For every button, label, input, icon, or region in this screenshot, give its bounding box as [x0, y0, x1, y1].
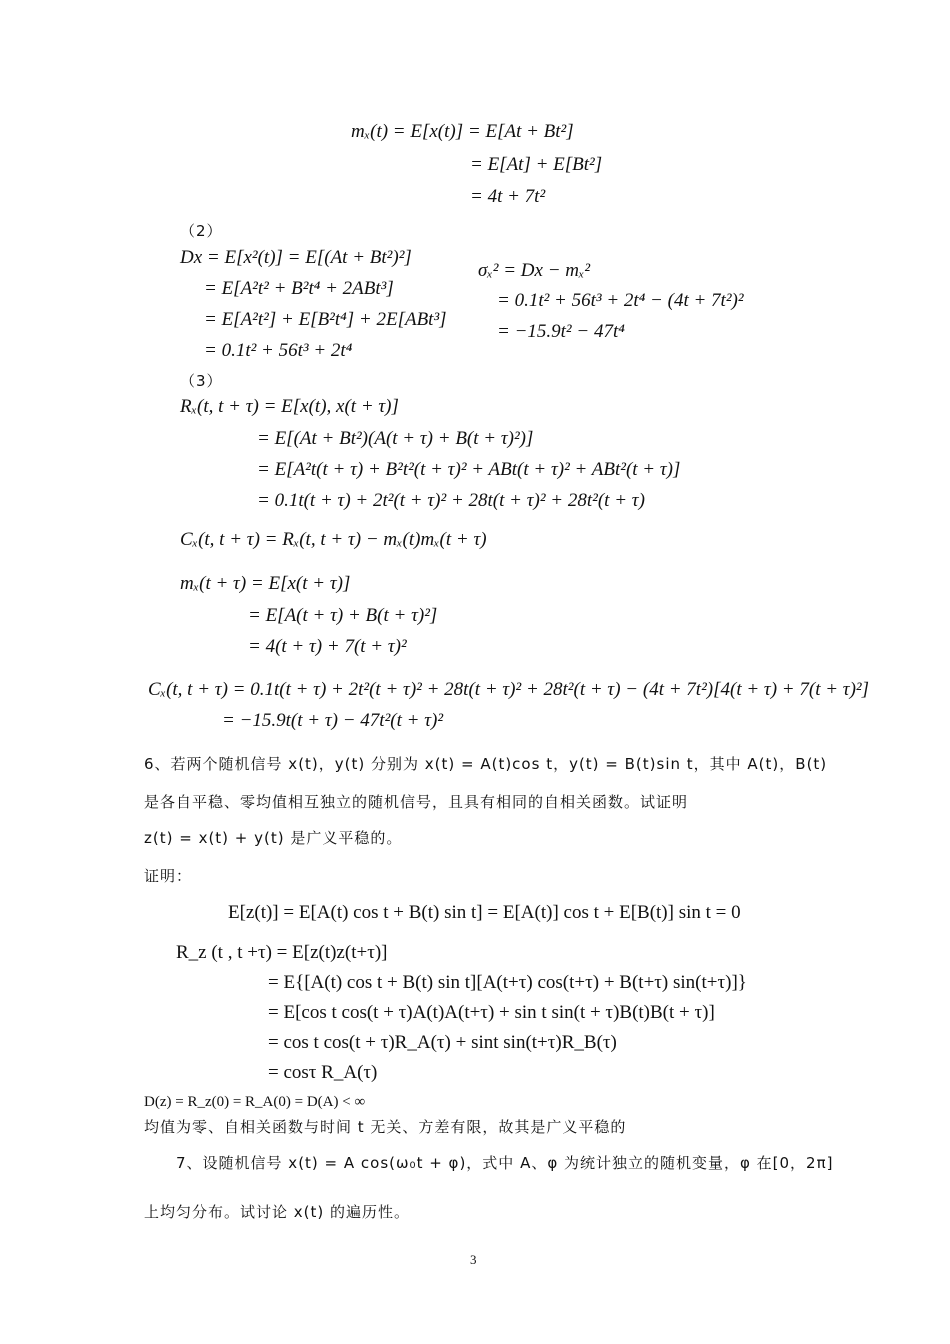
text-line-dz: D(z) = R_z(0) = R_A(0) = D(A) < ∞ — [144, 1094, 366, 1110]
text-line-rz5: = cosτ R_A(τ) — [268, 1062, 378, 1083]
text-line-concl: 均值为零、自相关函数与时间 t 无关、方差有限，故其是广义平稳的 — [144, 1118, 627, 1136]
text-line-rx4: = 0.1t(t + τ) + 2t²(t + τ)² + 28t(t + τ)² + 28t²(t + τ) — [257, 490, 645, 511]
text-line-cx1: Cₓ(t, t + τ) = Rₓ(t, t + τ) − mₓ(t)mₓ(t + τ) — [180, 529, 487, 550]
text-line-mt1: mₓ(t + τ) = E[x(t + τ)] — [180, 573, 351, 594]
text-line-lbl3: （3） — [180, 372, 223, 390]
text-line-mt2: = E[A(t + τ) + B(t + τ)²] — [248, 605, 438, 626]
text-line-mx2: = E[At] + E[Bt²] — [470, 154, 603, 175]
text-line-sg2: = 0.1t² + 56t³ + 2t⁴ − (4t + 7t²)² — [497, 290, 744, 311]
text-line-rz3: = E[cos t cos(t + τ)A(t)A(t+τ) + sin t sin(t + τ)B(t)B(t + τ)] — [268, 1002, 715, 1023]
text-line-sg1: σₓ² = Dx − mₓ² — [478, 260, 591, 281]
text-line-q7a: 7、设随机信号 x(t) = A cos(ω₀t + φ)，式中 A、φ 为统计独立的随机变量，φ 在[0，2π] — [176, 1154, 834, 1172]
text-line-q6c: z(t) = x(t) + y(t) 是广义平稳的。 — [144, 829, 403, 847]
page-number: 3 — [470, 1252, 477, 1267]
text-line-lbl2: （2） — [180, 222, 223, 240]
text-line-dx3: = E[A²t²] + E[B²t⁴] + 2E[ABt³] — [204, 309, 447, 330]
text-line-sg3: = −15.9t² − 47t⁴ — [497, 321, 625, 342]
text-line-q6a: 6、若两个随机信号 x(t)，y(t) 分别为 x(t) = A(t)cos t，y(t) = B(t)sin t，其中 A(t)，B(t) — [144, 755, 828, 773]
text-line-dx4: = 0.1t² + 56t³ + 2t⁴ — [204, 340, 353, 361]
text-line-dx1: Dx = E[x²(t)] = E[(At + Bt²)²] — [180, 247, 412, 268]
text-line-q7b: 上均匀分布。试讨论 x(t) 的遍历性。 — [144, 1203, 411, 1221]
text-line-pf: 证明： — [144, 867, 193, 885]
text-line-mx3: = 4t + 7t² — [470, 186, 546, 207]
text-line-ez: E[z(t)] = E[A(t) cos t + B(t) sin t] = E[A(t)] cos t + E[B(t)] sin t = 0 — [228, 902, 741, 923]
text-line-mt3: = 4(t + τ) + 7(t + τ)² — [248, 636, 407, 657]
text-line-rz4: = cos t cos(t + τ)R_A(τ) + sint sin(t+τ)R_B(τ) — [268, 1032, 617, 1053]
text-line-cf2: = −15.9t(t + τ) − 47t²(t + τ)² — [222, 710, 444, 731]
text-line-mx1: mₓ(t) = E[x(t)] = E[At + Bt²] — [351, 121, 574, 142]
text-line-cf1: Cₓ(t, t + τ) = 0.1t(t + τ) + 2t²(t + τ)² + 28t(t + τ)² + 28t²(t + τ) − (4t + 7t²)[4(t + τ) + 7(t + τ)²] — [148, 679, 870, 700]
text-line-rz2: = E{[A(t) cos t + B(t) sin t][A(t+τ) cos(t+τ) + B(t+τ) sin(t+τ)]} — [268, 972, 747, 993]
text-line-rx1: Rₓ(t, t + τ) = E[x(t), x(t + τ)] — [180, 396, 399, 417]
text-line-rz1: R_z (t , t +τ) = E[z(t)z(t+τ)] — [176, 942, 388, 963]
text-line-rx3: = E[A²t(t + τ) + B²t²(t + τ)² + ABt(t + τ)² + ABt²(t + τ)] — [257, 459, 681, 480]
text-line-dx2: = E[A²t² + B²t⁴ + 2ABt³] — [204, 278, 394, 299]
text-line-rx2: = E[(At + Bt²)(A(t + τ) + B(t + τ)²)] — [257, 428, 534, 449]
text-line-q6b: 是各自平稳、零均值相互独立的随机信号，且具有相同的自相关函数。试证明 — [144, 793, 689, 811]
